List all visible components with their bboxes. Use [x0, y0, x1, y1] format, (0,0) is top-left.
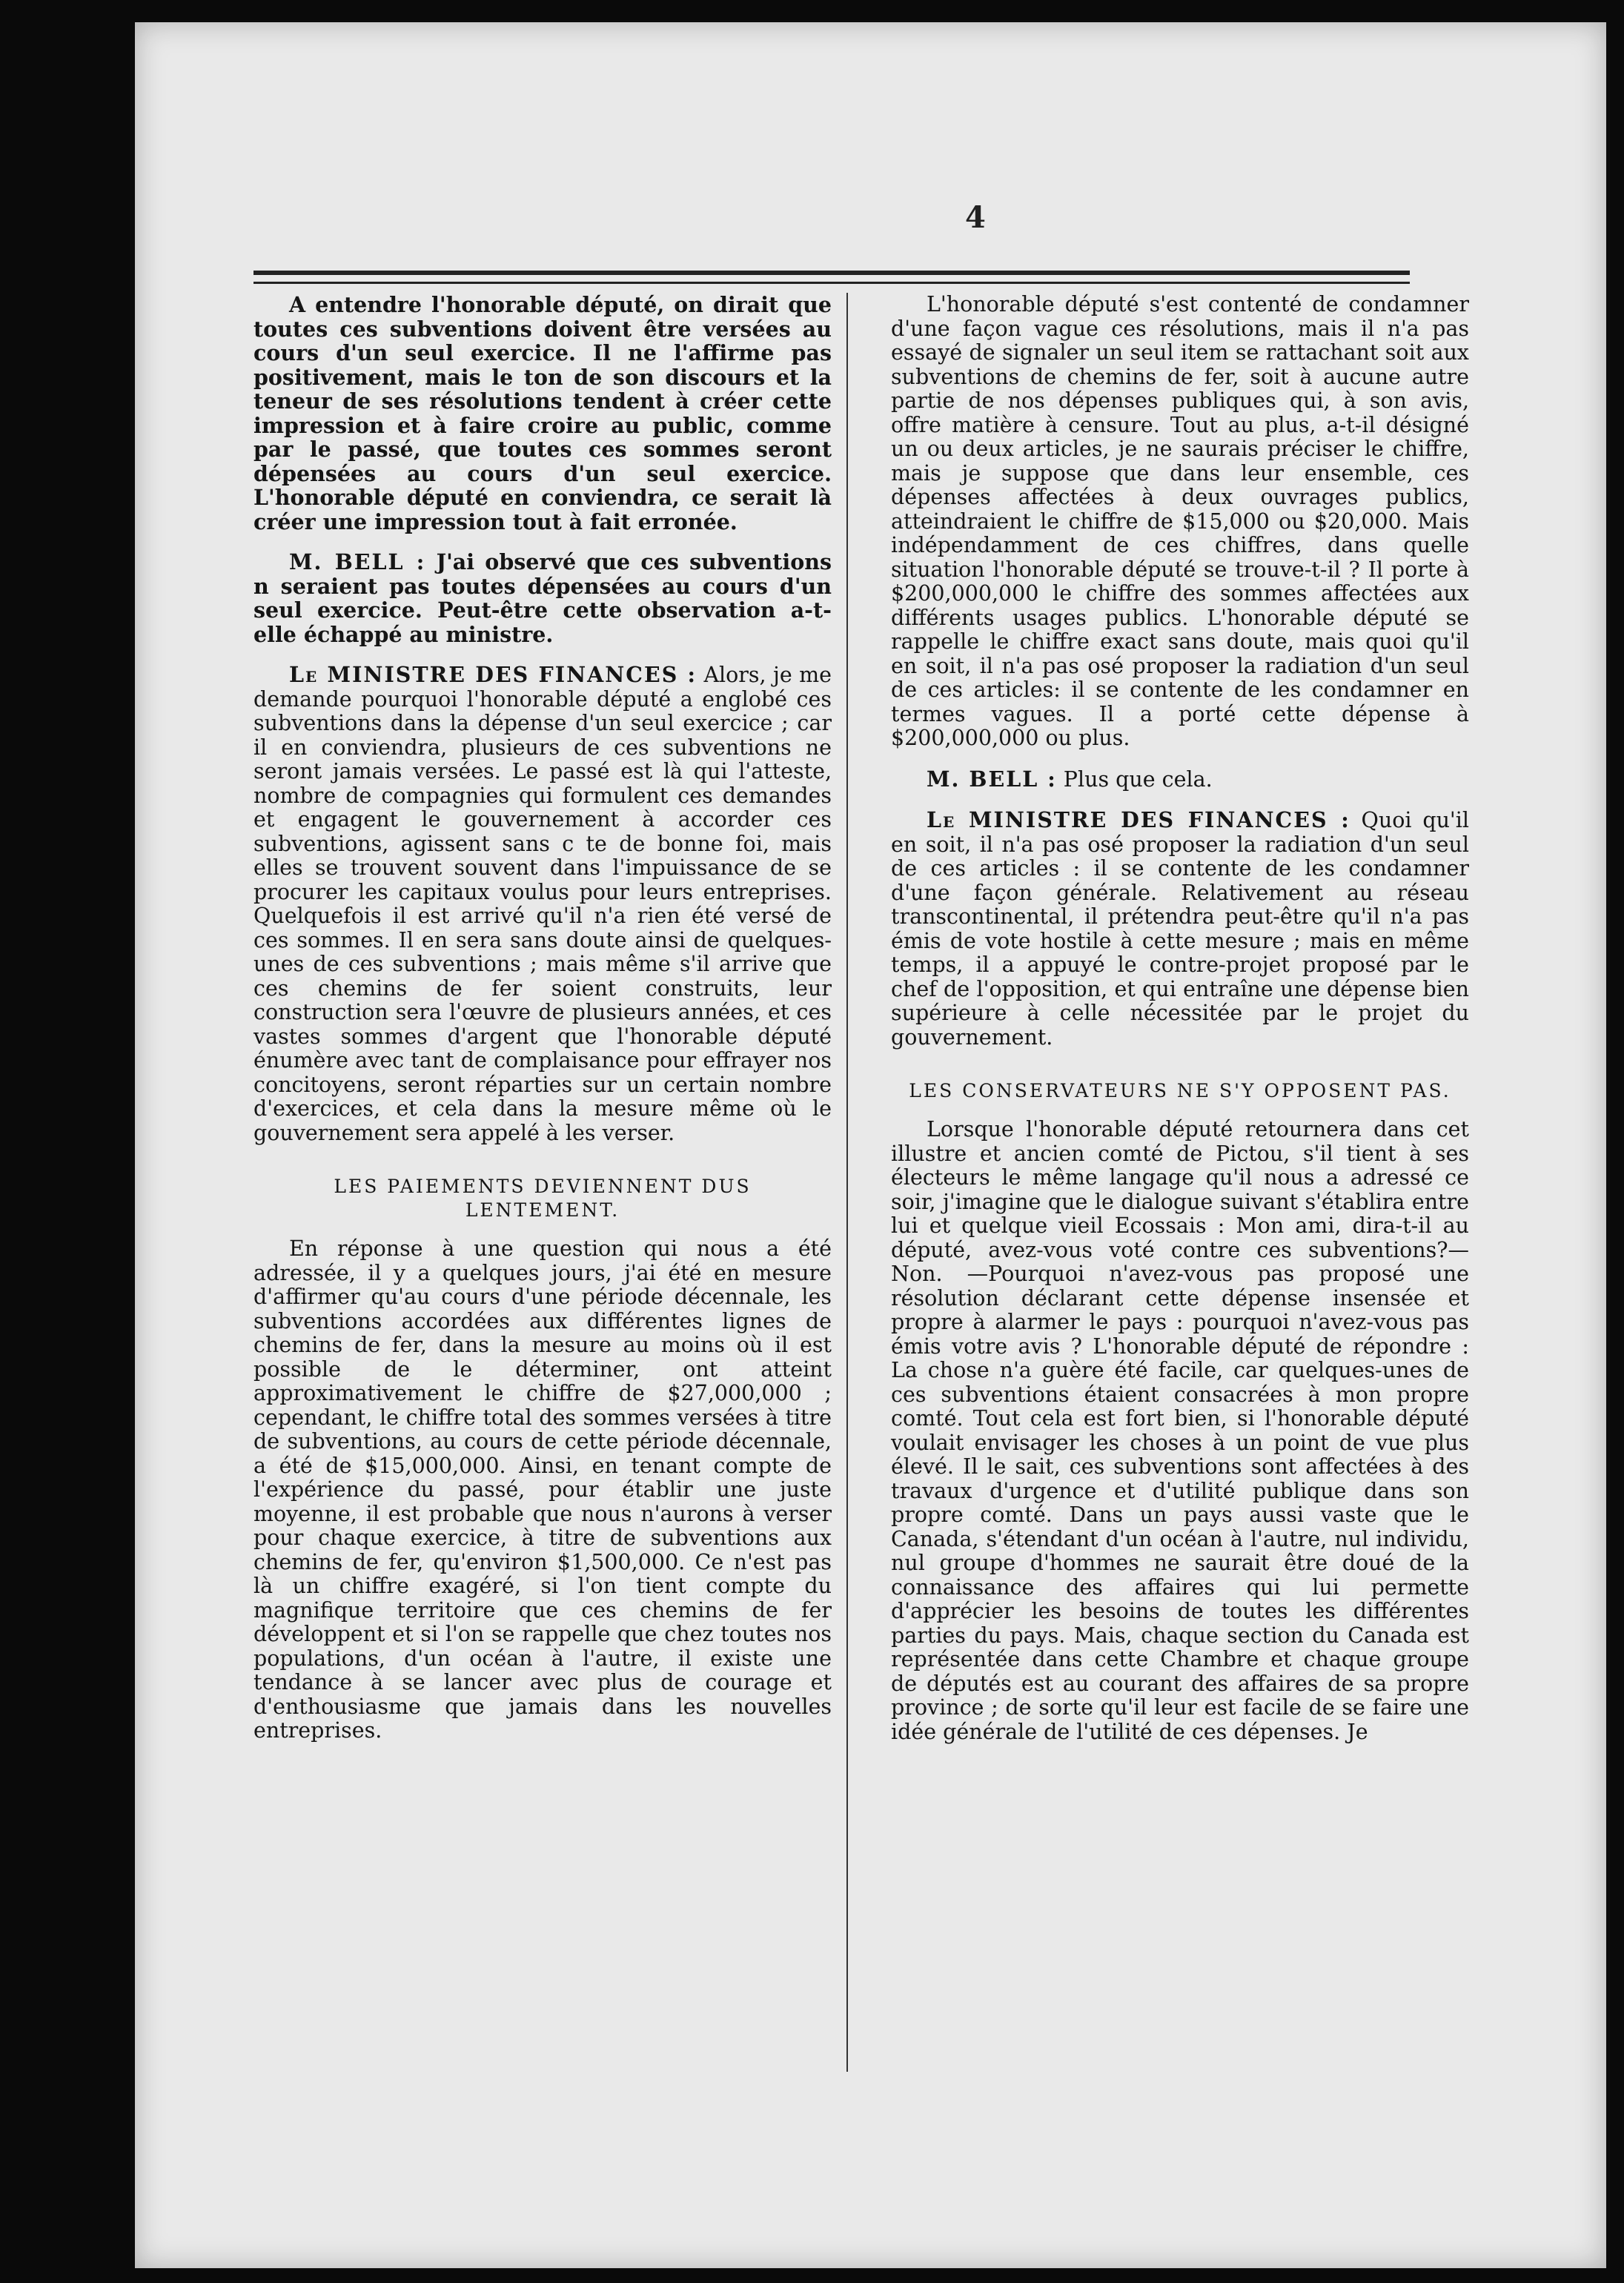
speech-minister [253, 663, 832, 1145]
left-column [253, 293, 832, 1760]
speaker-name: M. BELL : [927, 766, 1057, 792]
speech-text: Plus que cela. [1063, 766, 1213, 792]
paragraph: Lorsque l'honorable député retournera dans cet illustre et ancien comté de Pictou, s'il tient à ses électeurs le même langage qu'il nous a adressé ce soir, j'imagine que le dialogue suivant s'établira entre lui et quelque vieil Ecossais : Mon ami, dira-t-il au député, avez-vous voté contre ces subventions?—Non. —Pourquoi n'avez-vous pas proposé une résolution déclarant cette dépense insensée et propre à alarmer le pays : pourquoi n'avez-vous pas émis votre avis ? L'honorable député de répondre : La chose n'a guère été facile, car quelques-unes de ces subventions étaient consacrées à mon propre comté. Tout cela est fort bien, si l'honorable député voulait envisager les choses à un point de vue plus élevé. Il le sait, ces subventions sont affectées à des travaux d'urgence et d'utilité publique dans son propre comté. Dans un pays aussi vaste que le Canada, s'étendant d'un océan à l'autre, nul individu, nul groupe d'hommes ne saurait être doué de la connaissance des affaires qui lui permette d'apprécier les besoins de toutes les différentes parties du pays. Mais, chaque section du Canada est représentée dans cette Chambre et chaque groupe de députés est au courant des affaires de sa propre province ; de sorte qu'il leur est facile de se faire une idée générale de l'utilité de ces dépenses. Je [891, 1117, 1469, 1744]
section-heading: LES CONSERVATEURS NE S'Y OPPOSENT PAS. [909, 1080, 1451, 1101]
speaker-name: Le MINISTRE DES FINANCES : [927, 807, 1350, 832]
header-rule [253, 271, 1410, 275]
speech-bell [253, 550, 832, 646]
paragraph: L'honorable député s'est contenté de condamner d'une façon vague ces résolutions, mais il n'a pas essayé de signaler un seul item se rattachant soit aux subventions de chemins de fer, soit à aucune autre partie de nos dépenses publiques qui, à son avis, offre matière à censure. Tout au plus, a-t-il désigné un ou deux articles, je ne saurais préciser le chiffre, mais je suppose que dans leur ensemble, ces dépenses affectées à deux ouvrages publics, atteindraient le chiffre de $15,000 ou $20,000. Mais indépendamment de ces chiffres, dans quelle situation l'honorable député se trouve-t-il ? Il porte à $200,000,000 le chiffre des sommes affectées aux différents usages publics. L'honorable député se rappelle le chiffre exact sans doute, mais quoi qu'il en soit, il n'a pas osé proposer la radiation d'un seul de ces articles: il se contente de les condamner en termes vagues. Il a porté cette dépense à $200,000,000 ou plus. [891, 292, 1469, 750]
speech-text: Quoi qu'il en soit, il n'a pas osé proposer la radiation d'un seul de ces articles : il se contente de les condamner d'une façon générale. Relativement au réseau transcontinental, il prétendra peut-être qu'il n'a pas émis de vote hostile à cette mesure ; mais en même temps, il a appuyé le contre-projet proposé par le chef de l'opposition, et qui entraîne une dépense bien supérieure à celle nécessitée par le projet du gouvernement. [891, 808, 1469, 1050]
column-divider [846, 293, 848, 2072]
speech-minister [891, 808, 1469, 1050]
right-column [891, 293, 1469, 1760]
header-rule-thin [253, 282, 1410, 284]
section-heading: LES PAIEMENTS DEVIENNENT DUS LENTEMENT. [334, 1176, 752, 1221]
speech-text: J'ai observé que ces subventions n seraient pas toutes dépensées au cours d'un seul exercice. Peut-être cette observation a-t-elle échappé au ministre. [253, 549, 832, 647]
speech-text: Alors, je me demande pourquoi l'honorable député a englobé ces subventions dans la dépense d'un seul exercice ; car il en conviendra, plusieurs de ces subventions ne seront jamais versées. Le passé est là qui l'atteste, nombre de compagnies qui formulent ces demandes et engagent le gouvernement à accorder ces subventions, agissent sans c te de bonne foi, mais elles se trouvent souvent dans l'impuissance de se procurer les capitaux voulus pour leurs entreprises. Quelquefois il est arrivé qu'il n'a rien été versé de ces sommes. Il en sera sans doute ainsi de quelques-unes de ces subventions ; mais même s'il arrive que ces chemins de fer soient construits, leur construction sera l'œuvre de plusieurs années, et ces vastes sommes d'argent que l'honorable député énumère avec tant de complaisance pour effrayer nos concitoyens, seront réparties sur un certain nombre d'exercices, et cela dans la mesure même où le gouvernement sera appelé à les verser. [253, 663, 832, 1145]
speaker-name: M. BELL : [289, 549, 426, 574]
scanned-page [135, 22, 1606, 2268]
paragraph: En réponse à une question qui nous a été adressée, il y a quelques jours, j'ai été en mesure d'affirmer qu'au cours d'une période décennale, les subventions accordées aux différentes lignes de chemins de fer, dans la mesure au moins où il est possible de le déterminer, ont atteint approximativement le chiffre de $27,000,000 ; cependant, le chiffre total des sommes versées à titre de subventions, au cours de cette période décennale, a été de $15,000,000. Ainsi, en tenant compte de l'expérience du passé, pour établir une juste moyenne, il est probable que nous n'aurons à verser pour chaque exercice, à titre de subventions aux chemins de fer, qu'environ $1,500,000. Ce n'est pas là un chiffre exagéré, si l'on tient compte du magnifique territoire que ces chemins de fer développent et si l'on se rappelle que chez toutes nos populations, d'un océan à l'autre, il existe une tendance à se lancer avec plus de courage et d'enthousiasme que jamais dans les nouvelles entreprises. [253, 1236, 832, 1743]
speech-bell [891, 767, 1469, 792]
page-number: 4 [965, 200, 986, 235]
paragraph: A entendre l'honorable député, on dirait que toutes ces subventions doivent être versées au cours d'un seul exercice. Il ne l'affirme pas positivement, mais le ton de son discours et la teneur de ses résolutions tendent à créer cette impression et à faire croire au public, comme par le passé, que toutes ces sommes seront dépensées au cours d'un seul exercice. L'honorable député en conviendra, ce serait là créer une impression tout à fait erronée. [253, 292, 832, 534]
speaker-name: Le MINISTRE DES FINANCES : [289, 662, 697, 687]
